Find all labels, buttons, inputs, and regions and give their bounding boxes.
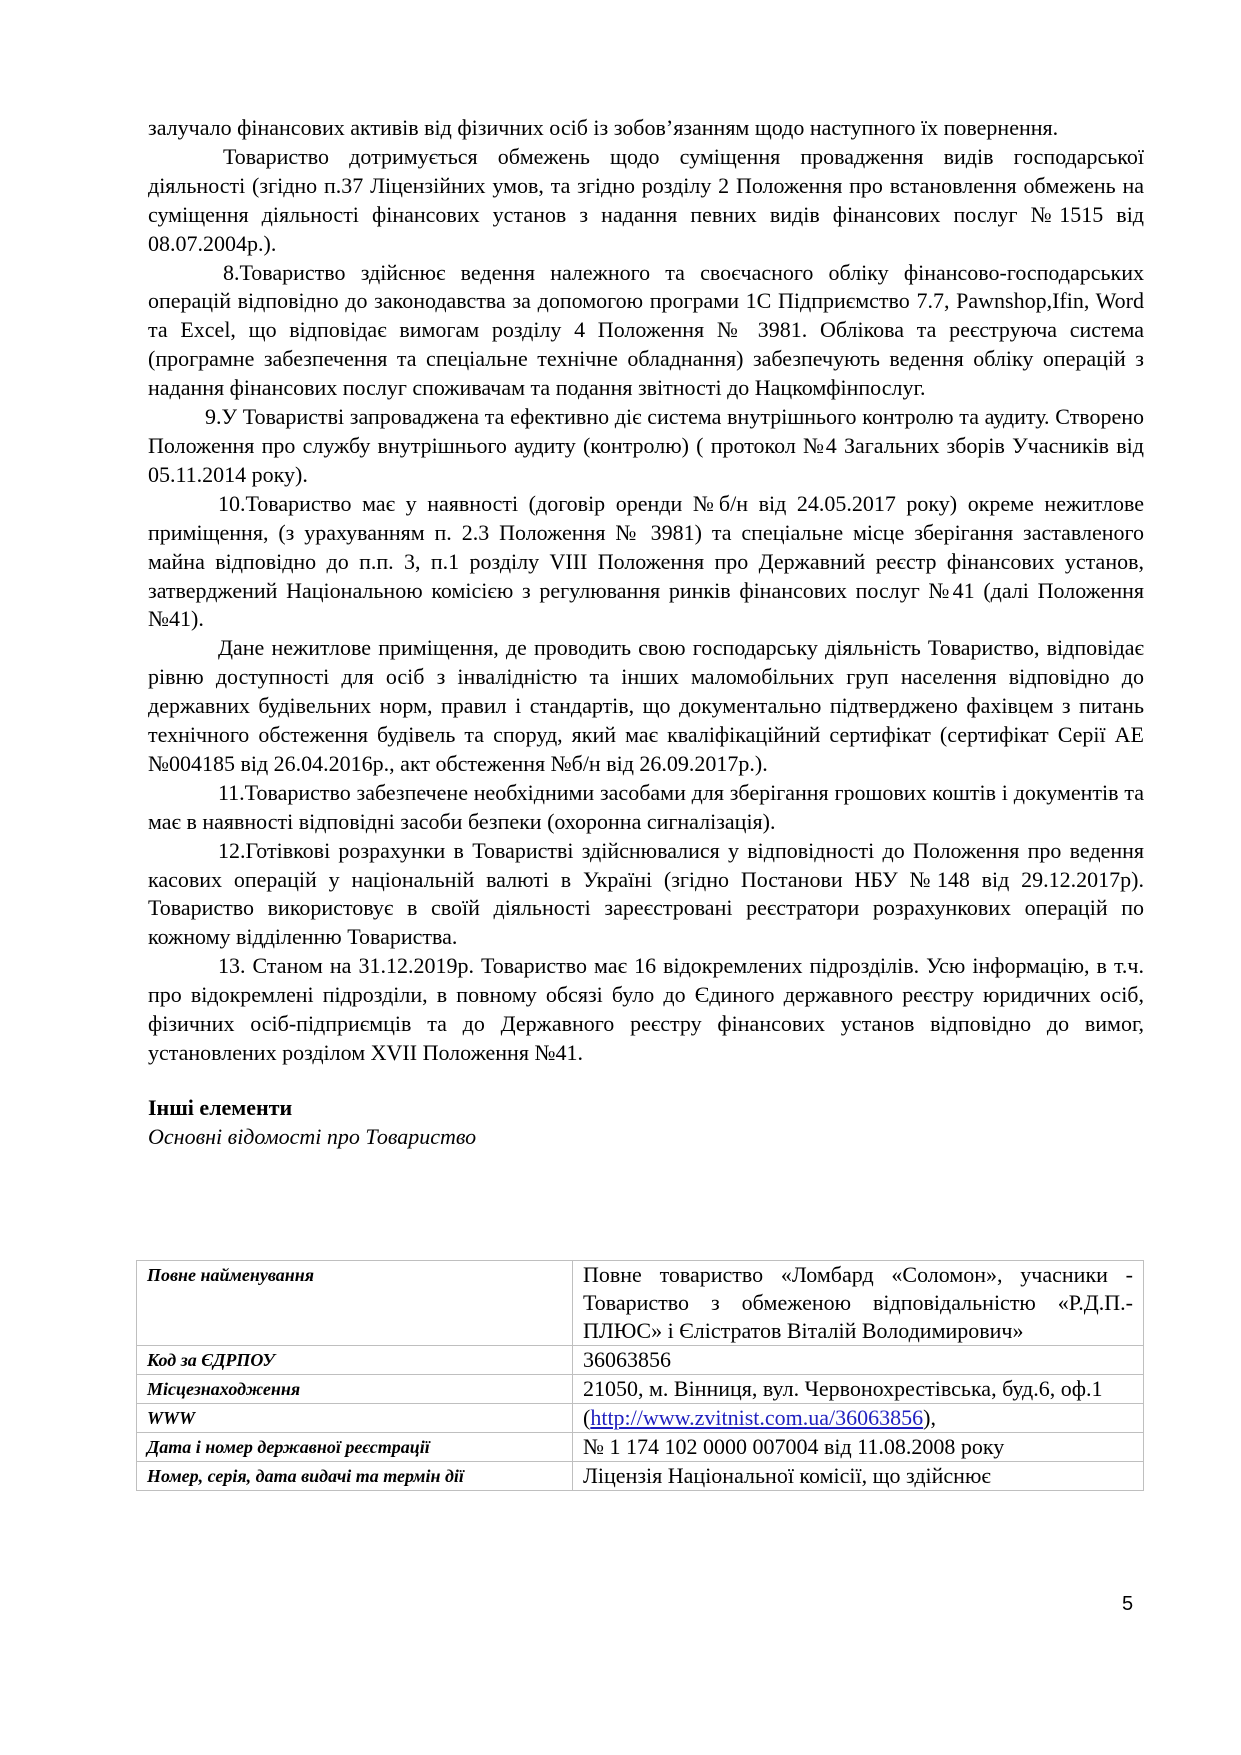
table-value: Ліцензія Національної комісії, що здійснює — [573, 1462, 1144, 1491]
section-heading: Інші елементи — [148, 1094, 293, 1120]
paragraph: 11.Товариство забезпечене необхідними засобами для зберігання грошових коштів і документів та має в наявності відповідні засоби безпеки (охоронна сигналізація). — [148, 779, 1144, 834]
page-number: 5 — [1122, 1593, 1134, 1615]
section-subheading: Основні відомості про Товариство — [148, 1123, 477, 1149]
table-row — [137, 1375, 1144, 1404]
table-label: Код за ЄДРПОУ — [137, 1346, 573, 1375]
table-label: WWW — [137, 1404, 573, 1433]
paragraph: Товариство дотримується обмежень щодо суміщення провадження видів господарської діяльності (згідно п.37 Ліцензійних умов, та згідно розділу 2 Положення про встановлення обмежень на суміщення діяльності фінансових установ з надання певних видів фінансових послуг №1515 від 08.07.2004р.). — [148, 143, 1144, 256]
paren-close: ), — [923, 1405, 936, 1430]
table-row — [137, 1346, 1144, 1375]
paragraph: 8.Товариство здійснює ведення належного та своєчасного обліку фінансово-господарських операцій відповідно до законодавства за допомогою програми 1С Підприємство 7.7, Pawnshop,Ifin, Word та Excel, що відповідає вимогам розділу 4 Положення № 3981. Облікова та реєструюча система (програмне забезпечення та спеціальне технічне обладнання) забезпечують ведення обліку операцій з надання фінансових послуг споживачам та подання звітності до Нацкомфінпослуг. — [148, 259, 1144, 401]
table-label: Номер, серія, дата видачі та термін дії — [137, 1462, 573, 1491]
paragraph: 10.Товариство має у наявності (договір оренди №б/н від 24.05.2017 року) окреме нежитлове приміщення, (з урахуванням п. 2.3 Положення № 3981) та спеціальне місце зберігання заставленого майна відповідно до п.п. 3, п.1 розділу VIII Положення про Державний реєстр фінансових установ, затверджений Національною комісією з регулювання ринків фінансових послуг №41 (далі Положення №41). — [148, 490, 1144, 632]
document-body — [148, 114, 1144, 1152]
table-label: Повне найменування — [137, 1261, 573, 1346]
paren-open: ( — [583, 1405, 591, 1430]
paragraph: 13. Станом на 31.12.2019р. Товариство має 16 відокремлених підрозділів. Усю інформацію, в т.ч. про відокремлені підрозділи, в повному обсязі було до Єдиного державного реєстру юридичних осіб, фізичних осіб-підприємців та до Державного реєстру фінансових установ відповідно до вимог, установлених розділом XVII Положення №41. — [148, 953, 1144, 1065]
paragraph: 9.У Товаристві запроваджена та ефективно діє система внутрішнього контролю та аудиту. Створено Положення про службу внутрішнього аудиту (контролю) ( протокол №4 Загальних зборів Учасників від 05.11.2014 року). — [148, 404, 1144, 487]
table-value: № 1 174 102 0000 007004 від 11.08.2008 року — [573, 1433, 1144, 1462]
table-label: Місцезнаходження — [137, 1375, 573, 1404]
table-label: Дата і номер державної реєстрації — [137, 1433, 573, 1462]
paragraph: залучало фінансових активів від фізичних осіб із зобов’язанням щодо наступного їх повернення. — [148, 115, 1059, 140]
table-value: 36063856 — [573, 1346, 1144, 1375]
company-info-table — [136, 1260, 1144, 1491]
paragraph: 12.Готівкові розрахунки в Товаристві здійснювалися у відповідності до Положення про ведення касових операцій у національній валюті в Україні (згідно Постанови НБУ №148 від 29.12.2017р). Товариство використовує в своїй діяльності зареєстровані реєстратори розрахункових операцій по кожному відділенню Товариства. — [148, 837, 1144, 950]
table-row — [137, 1404, 1144, 1433]
table-row — [137, 1433, 1144, 1462]
table-value: Повне товариство «Ломбард «Соломон», учасники - Товариство з обмеженою відповідальністю «Р.Д.П.-ПЛЮС» і Єлістратов Віталій Володимирович» — [573, 1261, 1144, 1346]
paragraph: Дане нежитлове приміщення, де проводить свою господарську діяльність Товариство, відповідає рівню доступності для осіб з інвалідністю та інших маломобільних груп населення відповідно до державних будівельних норм, правил і стандартів, що документально підтверджено фахівцем з питань технічного обстеження будівель та споруд, який має кваліфікаційний сертифікат (сертифікат Серії АЕ №004185 від 26.04.2016р., акт обстеження №б/н від 26.09.2017р.). — [148, 635, 1144, 776]
table-value: 21050, м. Вінниця, вул. Червонохрестівська, буд.6, оф.1 — [573, 1375, 1144, 1404]
table-row — [137, 1462, 1144, 1491]
table-value — [573, 1404, 1144, 1433]
table-row — [137, 1261, 1144, 1346]
website-link[interactable]: http://www.zvitnist.com.ua/36063856 — [590, 1405, 924, 1430]
